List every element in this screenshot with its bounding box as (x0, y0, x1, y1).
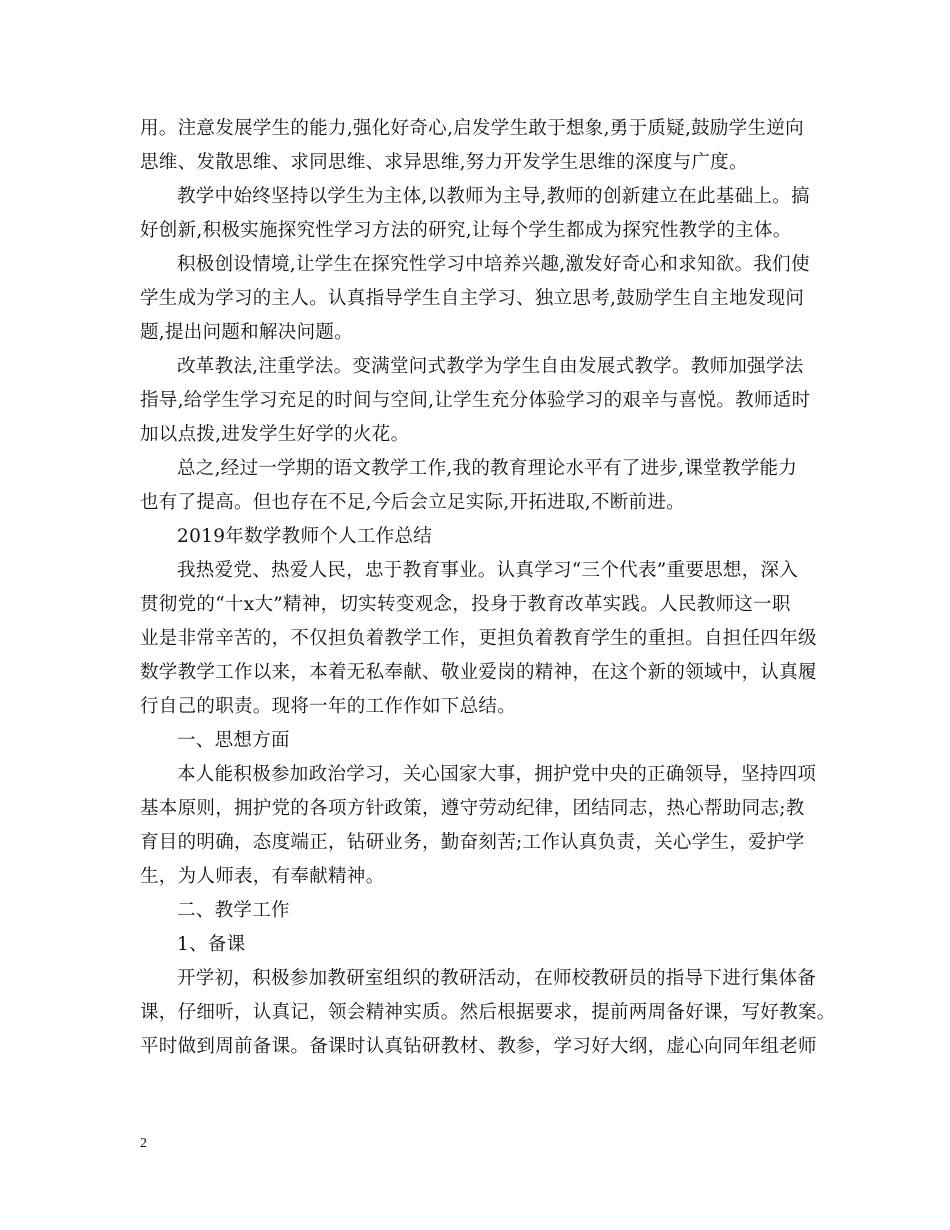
text-line: 思维、发散思维、求同思维、求异思维,努力开发学生思维的深度与广度。 (140, 152, 748, 173)
paragraph-start-line: 教学中始终坚持以学生为主体,以教师为主导,教师的创新建立在此基础上。搞 (177, 186, 810, 207)
text-line: 贯彻党的“十x大”精神，切实转变观念，投身于教育改革实践。人民教师这一职 (140, 594, 791, 615)
paragraph-start-line: 积极创设情境,让学生在探究性学习中培养兴趣,激发好奇心和求知欲。我们使 (177, 254, 810, 275)
text-line: 好创新,积极实施探究性学习方法的研究,让每个学生都成为探究性教学的主体。 (140, 220, 792, 241)
subsection-heading: 1、备课 (177, 934, 246, 955)
text-line: 学生成为学习的主人。认真指导学生自主学习、独立思考,鼓励学生自主地发现问 (140, 288, 805, 309)
text-line: 课，仔细听，认真记，领会精神实质。然后根据要求，提前两周备好课，写好教案。 (140, 1002, 836, 1023)
text-line: 业是非常辛苦的，不仅担负着教学工作，更担负着教育学生的重担。自担任四年级 (140, 628, 817, 649)
text-line: 指导,给学生学习充足的时间与空间,让学生充分体验学习的艰辛与喜悦。教师适时 (140, 390, 811, 411)
paragraph-start-line: 改革教法,注重学法。变满堂问式教学为学生自由发展式教学。教师加强学法 (177, 356, 804, 377)
section-title: 2019年数学教师个人工作总结 (177, 526, 433, 547)
paragraph-start-line: 我热爱党、热爱人民，忠于教育事业。认真学习“三个代表”重要思想，深入 (177, 560, 799, 581)
paragraph-start-line: 总之,经过一学期的语文教学工作,我的教育理论水平有了进步,课堂教学能力 (177, 458, 798, 479)
section-heading: 二、教学工作 (177, 900, 290, 921)
paragraph-start-line: 本人能积极参加政治学习，关心国家大事，拥护党中央的正确领导，坚持四项 (177, 764, 817, 785)
text-line: 数学教学工作以来，本着无私奉献、敬业爱岗的精神，在这个新的领域中，认真履 (140, 662, 817, 683)
text-line: 也有了提高。但也存在不足,今后会立足实际,开拓进取,不断前进。 (140, 492, 685, 513)
body-text (140, 112, 836, 1064)
text-line: 平时做到周前备课。备课时认真钻研教材、教参，学习好大纲，虚心向同年组老师 (140, 1036, 817, 1057)
text-line: 育目的明确，态度端正，钻研业务，勤奋刻苦;工作认真负责，关心学生，爱护学 (140, 832, 805, 853)
text-line: 题,提出问题和解决问题。 (140, 322, 353, 343)
section-heading: 一、思想方面 (177, 730, 290, 751)
text-line: 用。注意发展学生的能力,强化好奇心,启发学生敢于想象,勇于质疑,鼓励学生逆向 (140, 118, 804, 139)
page-number: 2 (140, 1136, 147, 1151)
text-line: 生，为人师表，有奉献精神。 (140, 866, 385, 887)
text-line: 加以点拨,进发学生好学的火花。 (140, 424, 410, 445)
text-line: 行自己的职责。现将一年的工作作如下总结。 (140, 696, 517, 717)
text-line: 基本原则，拥护党的各项方针政策，遵守劳动纪律，团结同志，热心帮助同志;教 (140, 798, 805, 819)
paragraph-start-line: 开学初，积极参加教研室组织的教研活动，在师校教研员的指导下进行集体备 (177, 968, 817, 989)
